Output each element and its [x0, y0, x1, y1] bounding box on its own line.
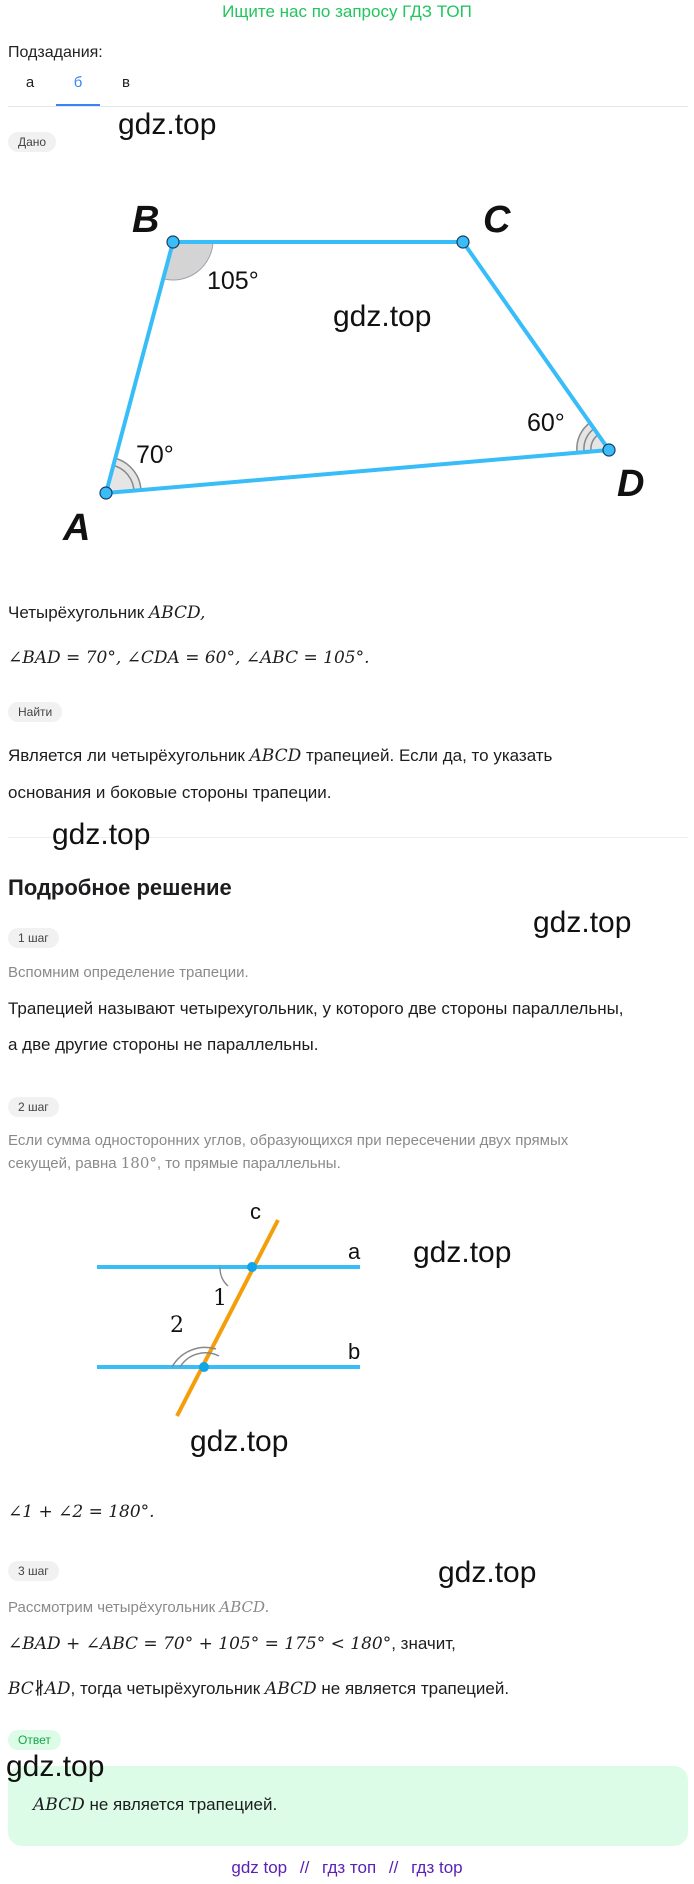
find-math: ABCD: [249, 746, 302, 766]
label-1: 1: [213, 1286, 227, 1311]
watermark: gdz.top: [52, 818, 151, 851]
find-text-b: трапецией. Если да, то указать: [301, 746, 553, 765]
angle-d-label: 60°: [527, 409, 565, 437]
step-2-result: ∠1 + ∠2 = 180°.: [8, 1502, 155, 1522]
angle-1-arc: [220, 1267, 228, 1286]
step-3-hint: [8, 1596, 269, 1619]
footer-links: [0, 1858, 694, 1878]
step-2-pill: 2 шаг: [8, 1097, 59, 1117]
label-2: 2: [170, 1313, 184, 1338]
angle-a-label: 70°: [136, 441, 174, 469]
vertex-c: [457, 236, 469, 248]
parallel-lines-figure: [80, 1195, 410, 1425]
tab-v[interactable]: в: [122, 74, 130, 91]
answer-pill: Ответ: [8, 1730, 61, 1750]
watermark: gdz.top: [438, 1556, 537, 1589]
find-text-a: Является ли четырёхугольник: [8, 746, 250, 765]
step-1-line-1: Трапецией называют четырехугольник, у которого две стороны параллельны,: [8, 999, 624, 1018]
find-line-2: основания и боковые стороны трапеции.: [8, 783, 332, 802]
tab-a[interactable]: а: [25, 74, 35, 91]
given-math: ABCD,: [148, 603, 206, 623]
subtask-tabs: [8, 74, 688, 107]
solution-title: Подробное решение: [8, 875, 232, 900]
footer-link-1[interactable]: gdz top: [231, 1858, 288, 1877]
step-1-hint: Вспомним определение трапеции.: [8, 964, 249, 981]
step-2-hint-2: [8, 1152, 341, 1175]
quadrilateral-figure: [40, 190, 660, 550]
active-tab-indicator: [56, 104, 100, 106]
tab-b[interactable]: б: [73, 74, 83, 91]
step-1-pill: 1 шаг: [8, 928, 59, 948]
given-text: Четырёхугольник: [8, 603, 149, 622]
footer-separator: //: [388, 1858, 399, 1877]
step-3-line-1: [8, 1632, 456, 1656]
step-1-line-2: а две другие стороны не параллельны.: [8, 1035, 319, 1054]
watermark: gdz.top: [190, 1425, 289, 1458]
step-3-hint-text: Рассмотрим четырёхугольник: [8, 1599, 220, 1616]
step-3-pill: 3 шаг: [8, 1561, 59, 1581]
search-banner[interactable]: Ищите нас по запросу ГДЗ ТОП: [222, 2, 472, 21]
step-2-hint-math: 180°: [120, 1154, 157, 1172]
watermark: gdz.top: [6, 1750, 105, 1783]
label-c: c: [250, 1199, 261, 1224]
label-a: a: [348, 1239, 361, 1264]
vertex-a: [100, 487, 112, 499]
angle-b-label: 105°: [207, 267, 259, 295]
step-3-not-parallel: BC∦AD: [8, 1679, 71, 1699]
given-line-1: [8, 601, 205, 625]
label-d: D: [617, 463, 645, 505]
step-2-hint-text-a: секущей, равна: [8, 1155, 121, 1172]
footer-separator: //: [299, 1858, 310, 1877]
step-3-line-2-math: ABCD: [264, 1679, 317, 1699]
given-angles: ∠BAD = 70°, ∠CDA = 60°, ∠ABC = 105°.: [8, 648, 370, 668]
step-3-line-2: [8, 1677, 509, 1701]
step-3-angle-sum: ∠BAD + ∠ABC = 70° + 105° = 175° < 180°: [8, 1634, 392, 1654]
step-3-line-2-text-a: , тогда четырёхугольник: [70, 1679, 265, 1698]
vertex-d: [603, 444, 615, 456]
intersection-b: [199, 1362, 209, 1372]
answer-text: [33, 1793, 277, 1817]
subtasks-label: Подзадания:: [8, 44, 103, 61]
label-a: A: [63, 507, 91, 549]
watermark: gdz.top: [533, 906, 632, 939]
secant-c: [177, 1220, 278, 1416]
footer-link-3[interactable]: гдз top: [411, 1858, 463, 1877]
step-3-line-2-text-b: не является трапецией.: [316, 1679, 510, 1698]
answer-math: ABCD: [33, 1795, 85, 1815]
given-pill: Дано: [8, 132, 56, 152]
answer-statement: не является трапецией.: [84, 1795, 278, 1814]
watermark: gdz.top: [333, 300, 432, 333]
watermark: gdz.top: [413, 1236, 512, 1269]
find-pill: Найти: [8, 702, 62, 722]
step-2-hint-text-b: , то прямые параллельны.: [156, 1155, 341, 1172]
label-b: B: [132, 199, 160, 241]
step-3-line-1-tail: , значит,: [391, 1634, 456, 1653]
vertex-b: [167, 236, 179, 248]
label-b: b: [348, 1339, 361, 1364]
intersection-a: [247, 1262, 257, 1272]
watermark: gdz.top: [118, 108, 217, 141]
step-2-hint-1: Если сумма односторонних углов, образующихся при пересечении двух прямых: [8, 1132, 569, 1149]
find-line-1: [8, 744, 552, 768]
step-3-hint-math: ABCD.: [219, 1598, 270, 1616]
label-c: C: [483, 199, 511, 241]
footer-link-2[interactable]: гдз топ: [322, 1858, 377, 1877]
